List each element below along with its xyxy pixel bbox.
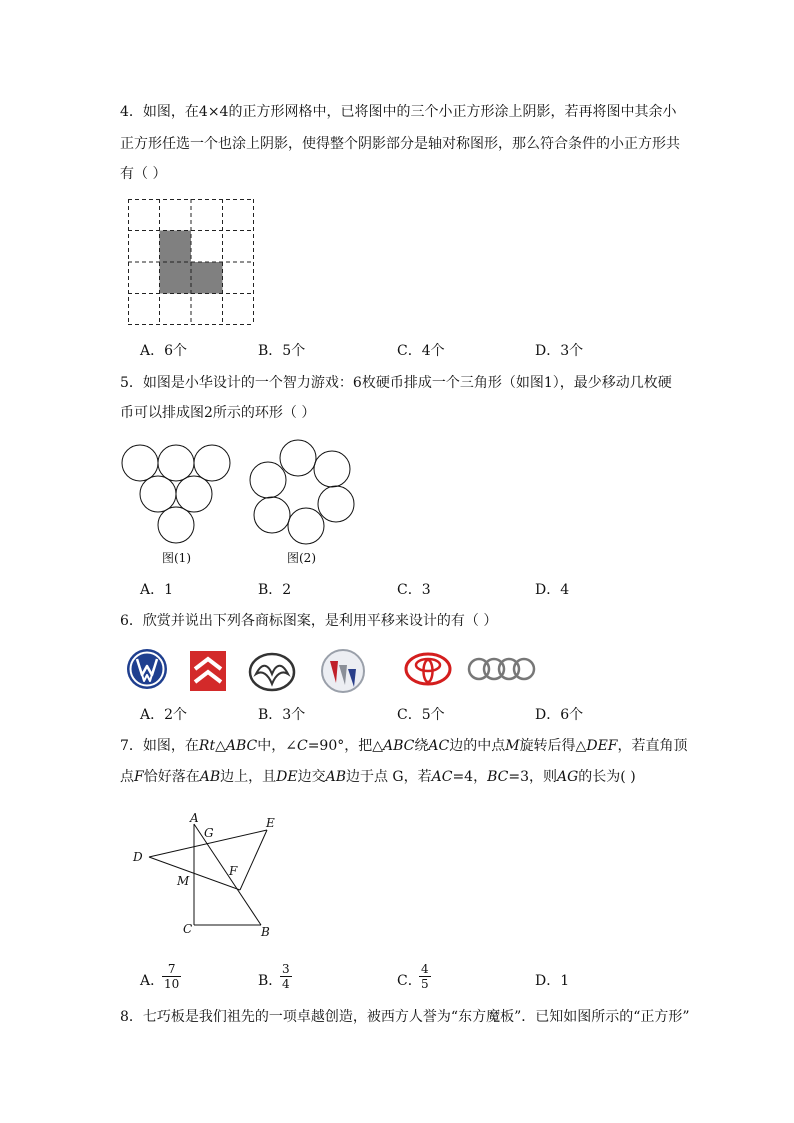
citroen-logo <box>190 651 226 691</box>
shaded-square <box>160 231 192 263</box>
q7-option-a-fraction: $\frac{7}{10}$ <box>164 962 180 991</box>
q7-text-line1: 7．如图，在Rt△ABC中，∠C=90°，把△ABC绕AC边的中点M旋转后得△DEF，若直角顶 <box>120 738 688 754</box>
q7-option-c-fraction: $\frac{4}{5}$ <box>421 962 429 991</box>
mazda-logo <box>248 652 296 692</box>
point-label-g: G <box>204 826 214 840</box>
audi-logo <box>466 655 536 683</box>
q7-option-d: D．1 <box>535 973 570 989</box>
q5-figure2-caption: 图(2) <box>287 551 316 565</box>
q5-text-line1: 5．如图是小华设计的一个智力游戏：6枚硬币排成一个三角形（如图1），最少移动几枚硬 <box>120 375 672 391</box>
buick-logo <box>320 649 366 693</box>
q7-text-line2: 点F恰好落在AB边上，且DE边交AB边于点 G，若AC=4，BC=3，则AG的长为( ) <box>120 769 636 785</box>
q6-option-d: D．6个 <box>535 707 584 723</box>
q4-option-d: D．3个 <box>535 343 584 359</box>
q7-option-b-prefix: B． <box>258 973 283 989</box>
q4-option-a: A．6个 <box>140 343 188 359</box>
q4-option-c: C．4个 <box>397 343 445 359</box>
q7-option-a-prefix: A． <box>140 973 165 989</box>
q6-option-b: B．3个 <box>258 707 306 723</box>
q5-option-d: D．4 <box>535 582 570 598</box>
point-label-d: D <box>133 850 143 864</box>
q4-text-line3: 有（ ） <box>120 166 167 182</box>
q6-option-c: C．5个 <box>397 707 445 723</box>
q5-option-c: C．3 <box>397 582 431 598</box>
q5-option-a: A．1 <box>140 582 174 598</box>
volkswagen-logo <box>126 648 168 690</box>
q6-text-line1: 6．欣赏并说出下列各商标图案，是利用平移来设计的有（ ） <box>120 613 498 629</box>
q5-figure1-caption: 图(1) <box>162 551 191 565</box>
point-label-a: A <box>190 811 199 825</box>
q7-option-b-fraction: $\frac{3}{4}$ <box>282 962 290 991</box>
shaded-square <box>160 262 192 294</box>
q5-text-line2: 币可以排成图2所示的环形（ ） <box>120 405 316 421</box>
q4-option-b: B．5个 <box>258 343 306 359</box>
q7-option-c-prefix: C． <box>397 973 422 989</box>
shaded-square <box>191 262 223 294</box>
q4-text-line2: 正方形任选一个也涂上阴影，使得整个阴影部分是轴对称图形，那么符合条件的小正方形共 <box>120 136 680 152</box>
point-label-b: B <box>261 925 270 939</box>
point-label-e: E <box>266 816 275 830</box>
q6-option-a: A．2个 <box>140 707 188 723</box>
q5-coin-figure-2 <box>246 436 358 548</box>
q4-grid-figure <box>128 199 254 325</box>
toyota-logo <box>404 652 452 686</box>
q5-option-b: B．2 <box>258 582 292 598</box>
q8-text-line1: 8．七巧板是我们祖先的一项卓越创造，被西方人誉为“东方魔板”．已知如图所示的“正方形” <box>120 1009 690 1025</box>
point-label-f: F <box>229 864 238 878</box>
q5-coin-figure-1 <box>118 440 236 548</box>
point-label-c: C <box>183 922 193 936</box>
q4-text-line1: 4．如图，在4×4的正方形网格中，已将图中的三个小正方形涂上阴影，若再将图中其余小 <box>120 104 677 120</box>
point-label-m: M <box>177 874 190 888</box>
